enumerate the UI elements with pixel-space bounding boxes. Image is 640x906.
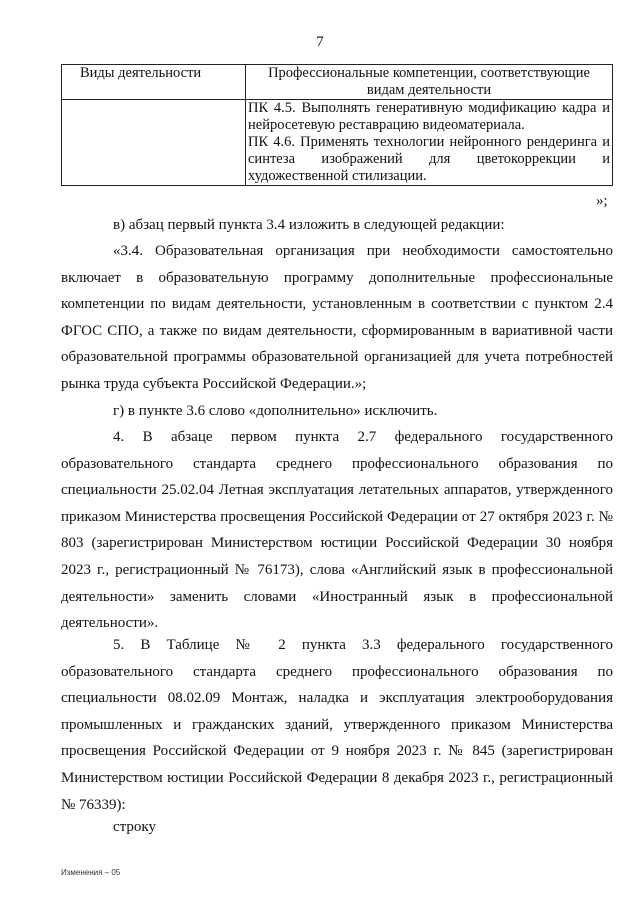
competence-pk-4-5: ПК 4.5. Выполнять генеративную модификацию кадра и нейросетевую реставрацию видеоматериала. bbox=[248, 100, 610, 133]
table-cell-activity bbox=[62, 100, 246, 186]
paragraph-v: в) абзац первый пункта 3.4 изложить в следующей редакции: bbox=[113, 217, 505, 233]
paragraph-3-4-text: «3.4. Образовательная организация при необходимости самостоятельно включает в образовательную программу дополнительные профессиональные компетенции по видам деятельности, установленным в соответствии с пунктом 2.4 ФГОС СПО, а также по видам деятельности, сформированным в вариативной части образовательной программы образовательной организацией для учета потребностей рынка труда субъекта Российской Федерации.»; bbox=[61, 243, 613, 392]
table-cell-competences bbox=[246, 100, 613, 186]
competences-table bbox=[61, 64, 613, 186]
footer-label: Изменения – 05 bbox=[61, 868, 121, 877]
page-number: 7 bbox=[316, 34, 324, 50]
table-header-row bbox=[62, 65, 613, 100]
paragraph-stroku: строку bbox=[113, 819, 156, 835]
table-row bbox=[62, 100, 613, 186]
paragraph-g: г) в пункте 3.6 слово «дополнительно» исключить. bbox=[113, 403, 438, 419]
table-header-competences: Профессиональные компетенции, соответствующие видам деятельности bbox=[246, 65, 613, 100]
paragraph-item-4: 4. В абзаце первом пункта 2.7 федерального государственного образовательного стандарта среднего профессионального образования по специальности 25.02.04 Летная эксплуатация летательных аппаратов, утвержденного приказом Министерства просвещения Российской Федерации от 27 октября 2023 г. № 803 (зарегистрирован Министерством юстиции Российской Федерации 30 ноября 2023 г., регистрационный № 76173), слова «Английский язык в профессиональной деятельности» заменить словами «Иностранный язык в профессиональной деятельности». bbox=[61, 429, 613, 632]
closing-quote: »; bbox=[596, 193, 608, 209]
table-header-activities: Виды деятельности bbox=[62, 65, 246, 100]
competence-pk-4-6: ПК 4.6. Применять технологии нейронного рендеринга и синтеза изображений для цветокоррекции и художественной стилизации. bbox=[248, 134, 610, 184]
paragraph-item-5: 5. В Таблице № 2 пункта 3.3 федерального государственного образовательного стандарта среднего профессионального образования по специальности 08.02.09 Монтаж, наладка и эксплуатация электрооборудования промышленных и гражданских зданий, утвержденного приказом Министерства просвещения Российской Федерации от 9 ноября 2023 г. № 845 (зарегистрирован Министерством юстиции Российской Федерации 8 декабря 2023 г., регистрационный № 76339): bbox=[61, 637, 613, 813]
